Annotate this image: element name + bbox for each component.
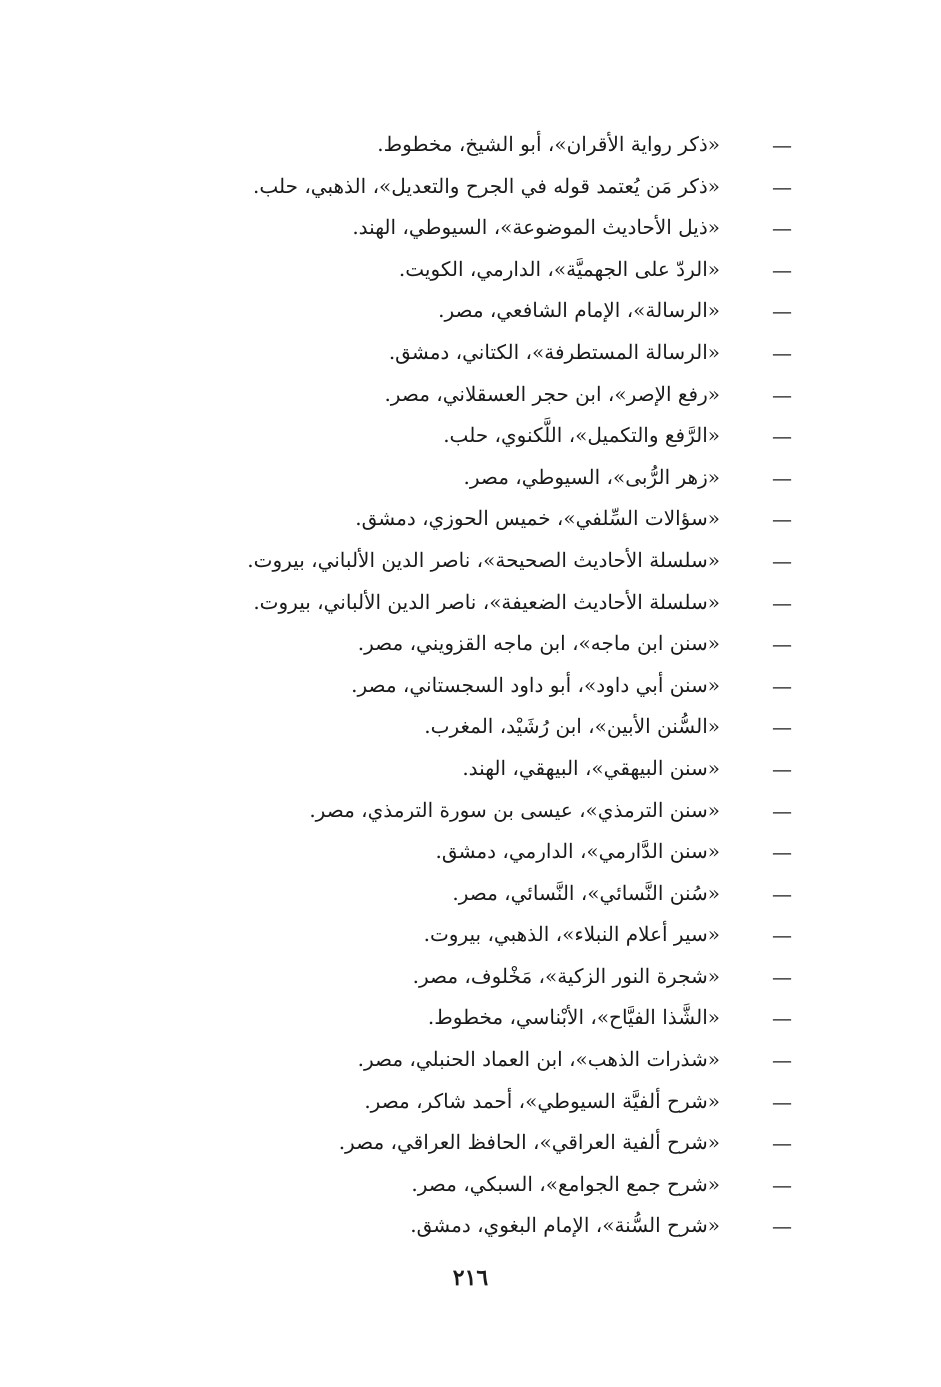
entry-text: «سؤالات السِّلفي»، خميس الحوزي، دمشق.	[355, 506, 720, 531]
entry-dash: —	[772, 1006, 792, 1031]
entry-dash: —	[772, 299, 792, 324]
bibliography-entry	[200, 416, 800, 458]
entry-text: «ذكر مَن يُعتمد قوله في الجرح والتعديل»، الذهبي، حلب.	[253, 173, 720, 198]
entry-dash: —	[772, 465, 792, 490]
entry-dash: —	[772, 840, 792, 865]
entry-dash: —	[772, 548, 792, 573]
entry-dash: —	[772, 798, 792, 823]
entry-dash: —	[772, 1214, 792, 1239]
entry-text: «سنن البيهقي»، البيهقي، الهند.	[462, 755, 720, 780]
entry-text: «سنن الترمذي»، عيسى بن سورة الترمذي، مصر.	[309, 797, 720, 822]
entry-dash: —	[772, 257, 792, 282]
entry-text: «سير أعلام النبلاء»، الذهبي، بيروت.	[423, 922, 720, 947]
entry-dash: —	[772, 1131, 792, 1156]
entry-dash: —	[772, 382, 792, 407]
bibliography-entry	[200, 167, 800, 209]
entry-text: «سلسلة الأحاديث الصحيحة»، ناصر الدين الألباني، بيروت.	[247, 547, 720, 572]
entry-text: «سنن الدَّارمي»، الدارمي، دمشق.	[435, 839, 720, 864]
entry-text: «الرسالة المستطرفة»، الكتاني، دمشق.	[388, 339, 720, 364]
entry-text: «زهر الرُّبى»، السيوطي، مصر.	[463, 464, 720, 489]
entry-dash: —	[772, 715, 792, 740]
entry-dash: —	[772, 964, 792, 989]
entry-dash: —	[772, 590, 792, 615]
entry-text: «الرسالة»، الإمام الشافعي، مصر.	[438, 298, 720, 323]
entry-text: «سنن أبي داود»، أبو داود السجستاني، مصر.	[351, 672, 720, 697]
entry-text: «ذيل الأحاديث الموضوعة»، السيوطي، الهند.	[352, 215, 720, 240]
bibliography-entry	[200, 1165, 800, 1207]
bibliography-entry	[200, 1123, 800, 1165]
entry-dash: —	[772, 507, 792, 532]
bibliography-entry	[200, 791, 800, 833]
bibliography-entry	[200, 458, 800, 500]
entry-dash: —	[772, 424, 792, 449]
entry-dash: —	[772, 881, 792, 906]
entry-dash: —	[772, 340, 792, 365]
entry-dash: —	[772, 133, 792, 157]
entry-text: «الشَّذا الفيَّاح»، الأبْناسي، مخطوط.	[427, 1005, 720, 1030]
entry-text: «سنن ابن ماجه»، ابن ماجه القزويني، مصر.	[357, 631, 720, 656]
entry-text: «الرَّفع والتكميل»، اللَّكنوي، حلب.	[443, 423, 720, 448]
bibliography-entry	[200, 1082, 800, 1124]
entry-text: «السُّنن الأبين»، ابن رُشَيْد، المغرب.	[424, 714, 720, 739]
page-number: ٢١٦	[452, 1265, 489, 1291]
entry-text: «سُنن النَّسائي»، النَّسائي، مصر.	[452, 880, 720, 905]
entry-dash: —	[772, 673, 792, 698]
bibliography-entry	[200, 832, 800, 874]
entry-dash: —	[772, 1089, 792, 1114]
entry-text: «رفع الإصر»، ابن حجر العسقلاني، مصر.	[384, 381, 720, 406]
entry-dash: —	[772, 216, 792, 241]
entry-text: «ذكر رواية الأقران»، أبو الشيخ، مخطوط.	[377, 132, 720, 156]
bibliography-entry	[200, 998, 800, 1040]
bibliography-entry	[200, 125, 800, 167]
entry-text: «سلسلة الأحاديث الضعيفة»، ناصر الدين الألباني، بيروت.	[253, 589, 720, 614]
bibliography-entry	[200, 583, 800, 625]
bibliography-entry	[200, 874, 800, 916]
entry-dash: —	[772, 632, 792, 657]
bibliography-entry	[200, 541, 800, 583]
bibliography-entry	[200, 915, 800, 957]
entry-text: «شذرات الذهب»، ابن العماد الحنبلي، مصر.	[357, 1047, 720, 1072]
entry-dash: —	[772, 923, 792, 948]
bibliography-entry	[200, 666, 800, 708]
entry-text: «شرح ألفية العراقي»، الحافظ العراقي، مصر.	[338, 1130, 720, 1155]
entry-text: «شرح جمع الجوامع»، السبكي، مصر.	[411, 1171, 720, 1196]
bibliography-entry	[200, 208, 800, 250]
entry-text: «الردّ على الجهميَّة»، الدارمي، الكويت.	[398, 256, 720, 281]
bibliography-entry	[200, 1206, 800, 1248]
bibliography-entry	[200, 375, 800, 417]
bibliography-entry	[200, 749, 800, 791]
entry-text: «شرح ألفيَّة السيوطي»، أحمد شاكر، مصر.	[364, 1088, 720, 1113]
entry-dash: —	[772, 756, 792, 781]
bibliography-entry	[200, 499, 800, 541]
bibliography-entry	[200, 250, 800, 292]
bibliography-entry	[200, 291, 800, 333]
bibliography-entry	[200, 333, 800, 375]
entry-dash: —	[772, 1048, 792, 1073]
bibliography-entry	[200, 707, 800, 749]
entry-dash: —	[772, 174, 792, 199]
entry-text: «شجرة النور الزكية»، مَخْلوف، مصر.	[412, 963, 720, 988]
bibliography-entry	[200, 1040, 800, 1082]
entry-dash: —	[772, 1172, 792, 1197]
bibliography-entry	[200, 957, 800, 999]
bibliography-entry	[200, 624, 800, 666]
bibliography-list	[200, 125, 800, 1248]
entry-text: «شرح السُّنة»، الإمام البغوي، دمشق.	[410, 1213, 720, 1238]
